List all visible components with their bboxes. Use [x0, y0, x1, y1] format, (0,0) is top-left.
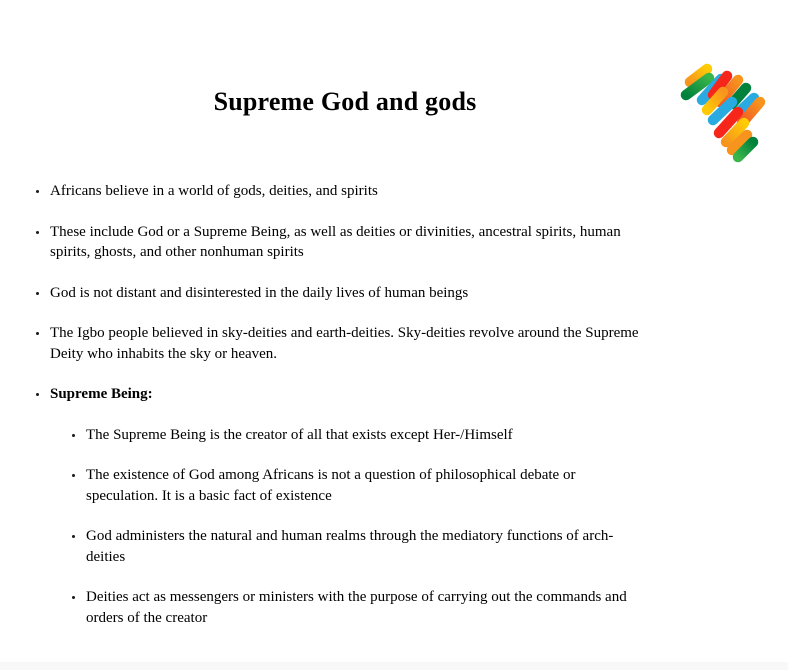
slide-bottom-edge	[0, 662, 788, 670]
bullet-dot	[72, 596, 75, 599]
sub-bullet-item	[70, 425, 644, 446]
bullet-item	[30, 222, 660, 263]
africa-stripes-logo	[680, 55, 780, 165]
bullet-text: The Supreme Being is the creator of all that exists except Her-/Himself	[86, 426, 513, 443]
bullet-dot	[36, 231, 39, 234]
bullet-dot	[72, 434, 75, 437]
bullet-dot	[72, 535, 75, 538]
bullet-item	[30, 323, 660, 364]
page-title: Supreme God and gods	[213, 87, 477, 116]
bullet-text: Supreme Being:	[50, 386, 153, 402]
bullet-item	[30, 283, 660, 304]
bullet-dot	[36, 292, 39, 295]
bullet-dot	[36, 393, 39, 396]
sub-bullet-item	[70, 526, 644, 567]
bullet-dot	[72, 474, 75, 477]
bullet-text: Africans believe in a world of gods, deities, and spirits	[50, 183, 378, 199]
bullet-dot	[36, 190, 39, 193]
bullet-text: Deities act as messengers or ministers with the purpose of carrying out the commands and orders of the creator	[86, 589, 627, 626]
sub-bullet-item	[70, 587, 644, 628]
bullet-list	[30, 181, 690, 648]
bullet-item	[30, 181, 660, 202]
bullet-text: These include God or a Supreme Being, as well as deities or divinities, ancestral spirits, human spirits, ghosts, and other nonhuman spirits	[50, 223, 621, 260]
bullet-text: The Igbo people believed in sky-deities and earth-deities. Sky-deities revolve around the Supreme Deity who inhabits the sky or heaven.	[50, 325, 639, 362]
bullet-dot	[36, 332, 39, 335]
bullet-text: The existence of God among Africans is not a question of philosophical debate or speculation. It is a basic fact of existence	[86, 467, 576, 504]
bullet-item-supreme-being-heading	[30, 384, 660, 405]
bullet-text: God is not distant and disinterested in the daily lives of human beings	[50, 284, 469, 301]
sub-bullet-item	[70, 465, 644, 506]
bullet-text: God administers the natural and human realms through the mediatory functions of arch-deities	[86, 528, 614, 565]
